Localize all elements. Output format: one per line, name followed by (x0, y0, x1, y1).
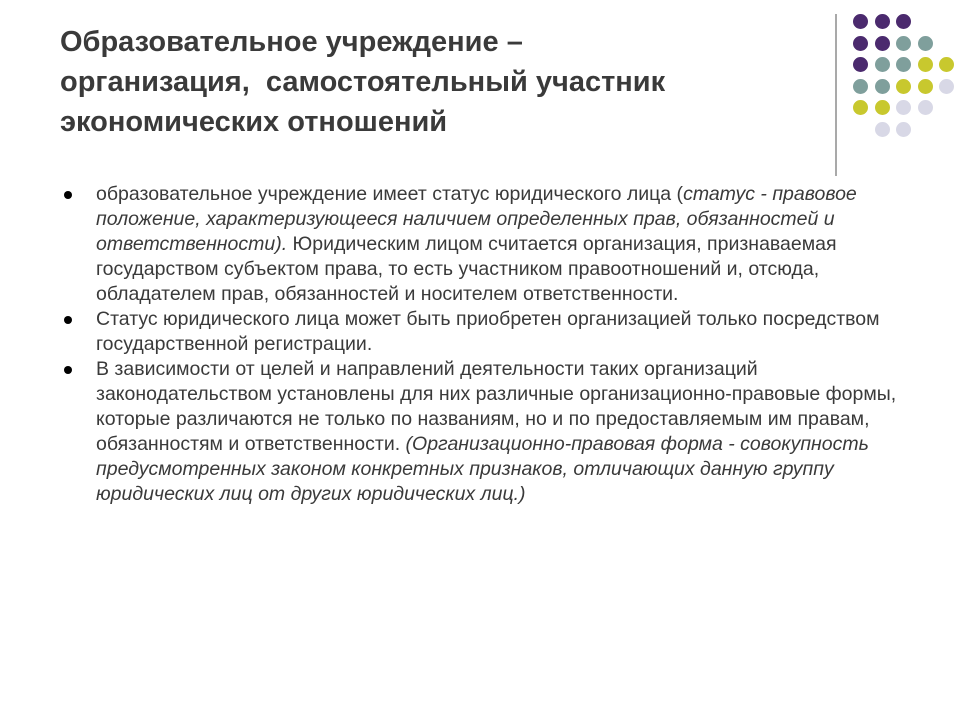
decorative-dot (918, 57, 933, 72)
decorative-dot (939, 79, 954, 94)
bullet-icon (64, 366, 72, 374)
slide-title (60, 22, 800, 142)
decorative-dot (896, 14, 911, 29)
decorative-dot (875, 79, 890, 94)
bullet-1-part-1: образовательное учреждение имеет статус юридического лица ( (96, 183, 684, 205)
bullet-icon (64, 191, 72, 199)
decorative-dot (853, 79, 868, 94)
decorative-dot (875, 122, 890, 137)
bullet-item (58, 357, 898, 507)
bullet-item (58, 182, 898, 307)
decorative-dot (896, 36, 911, 51)
decorative-dot (896, 79, 911, 94)
slide-title-line-2: организация, самостоятельный участник (60, 66, 666, 98)
decorative-dot (853, 100, 868, 115)
decorative-dot (896, 100, 911, 115)
bullet-item (58, 307, 898, 357)
decorative-dot (853, 36, 868, 51)
decorative-dot (918, 79, 933, 94)
decorative-dot (896, 122, 911, 137)
decorative-divider (835, 14, 837, 176)
bullet-2-part-1: Статус юридического лица может быть приобретен организацией только посредством государственной регистрации. (96, 308, 880, 355)
decorative-dot (875, 57, 890, 72)
bullet-3-part-1: В зависимости от целей и направлений деятельности таких организаций законодательством установлены для них различные организационно-правовые формы, которые различаются не только по названиям, но и по предоставляемым им правам, обязанностям и ответственности. (96, 358, 897, 455)
slide-title-line-1: Образовательное учреждение – (60, 26, 523, 58)
decorative-dot (853, 14, 868, 29)
bullet-icon (64, 316, 72, 324)
decorative-dot (875, 36, 890, 51)
decorative-dot (918, 100, 933, 115)
decorative-dot (853, 57, 868, 72)
decorative-dot (875, 14, 890, 29)
slide-title-line-3: экономических отношений (60, 106, 448, 138)
bullet-1-part-3: Юридическим лицом считается организация, признаваемая государством субъектом права, то есть участником правоотношений и, отсюда, обладателем прав, обязанностей и носителем ответственности. (96, 233, 837, 305)
bullet-list (58, 182, 898, 507)
bullet-1-part-2: статус - правовое положение, характеризующееся наличием определенных прав, обязанностей и ответственности). (96, 183, 857, 255)
bullet-3-part-2: (Организационно-правовая форма - совокупность предусмотренных законом конкретных признаков, отличающих данную группу юридических лиц от других юридических лиц.) (96, 433, 869, 505)
decorative-dot (896, 57, 911, 72)
decorative-dot (939, 57, 954, 72)
decorative-dot (918, 36, 933, 51)
decorative-dot (875, 100, 890, 115)
